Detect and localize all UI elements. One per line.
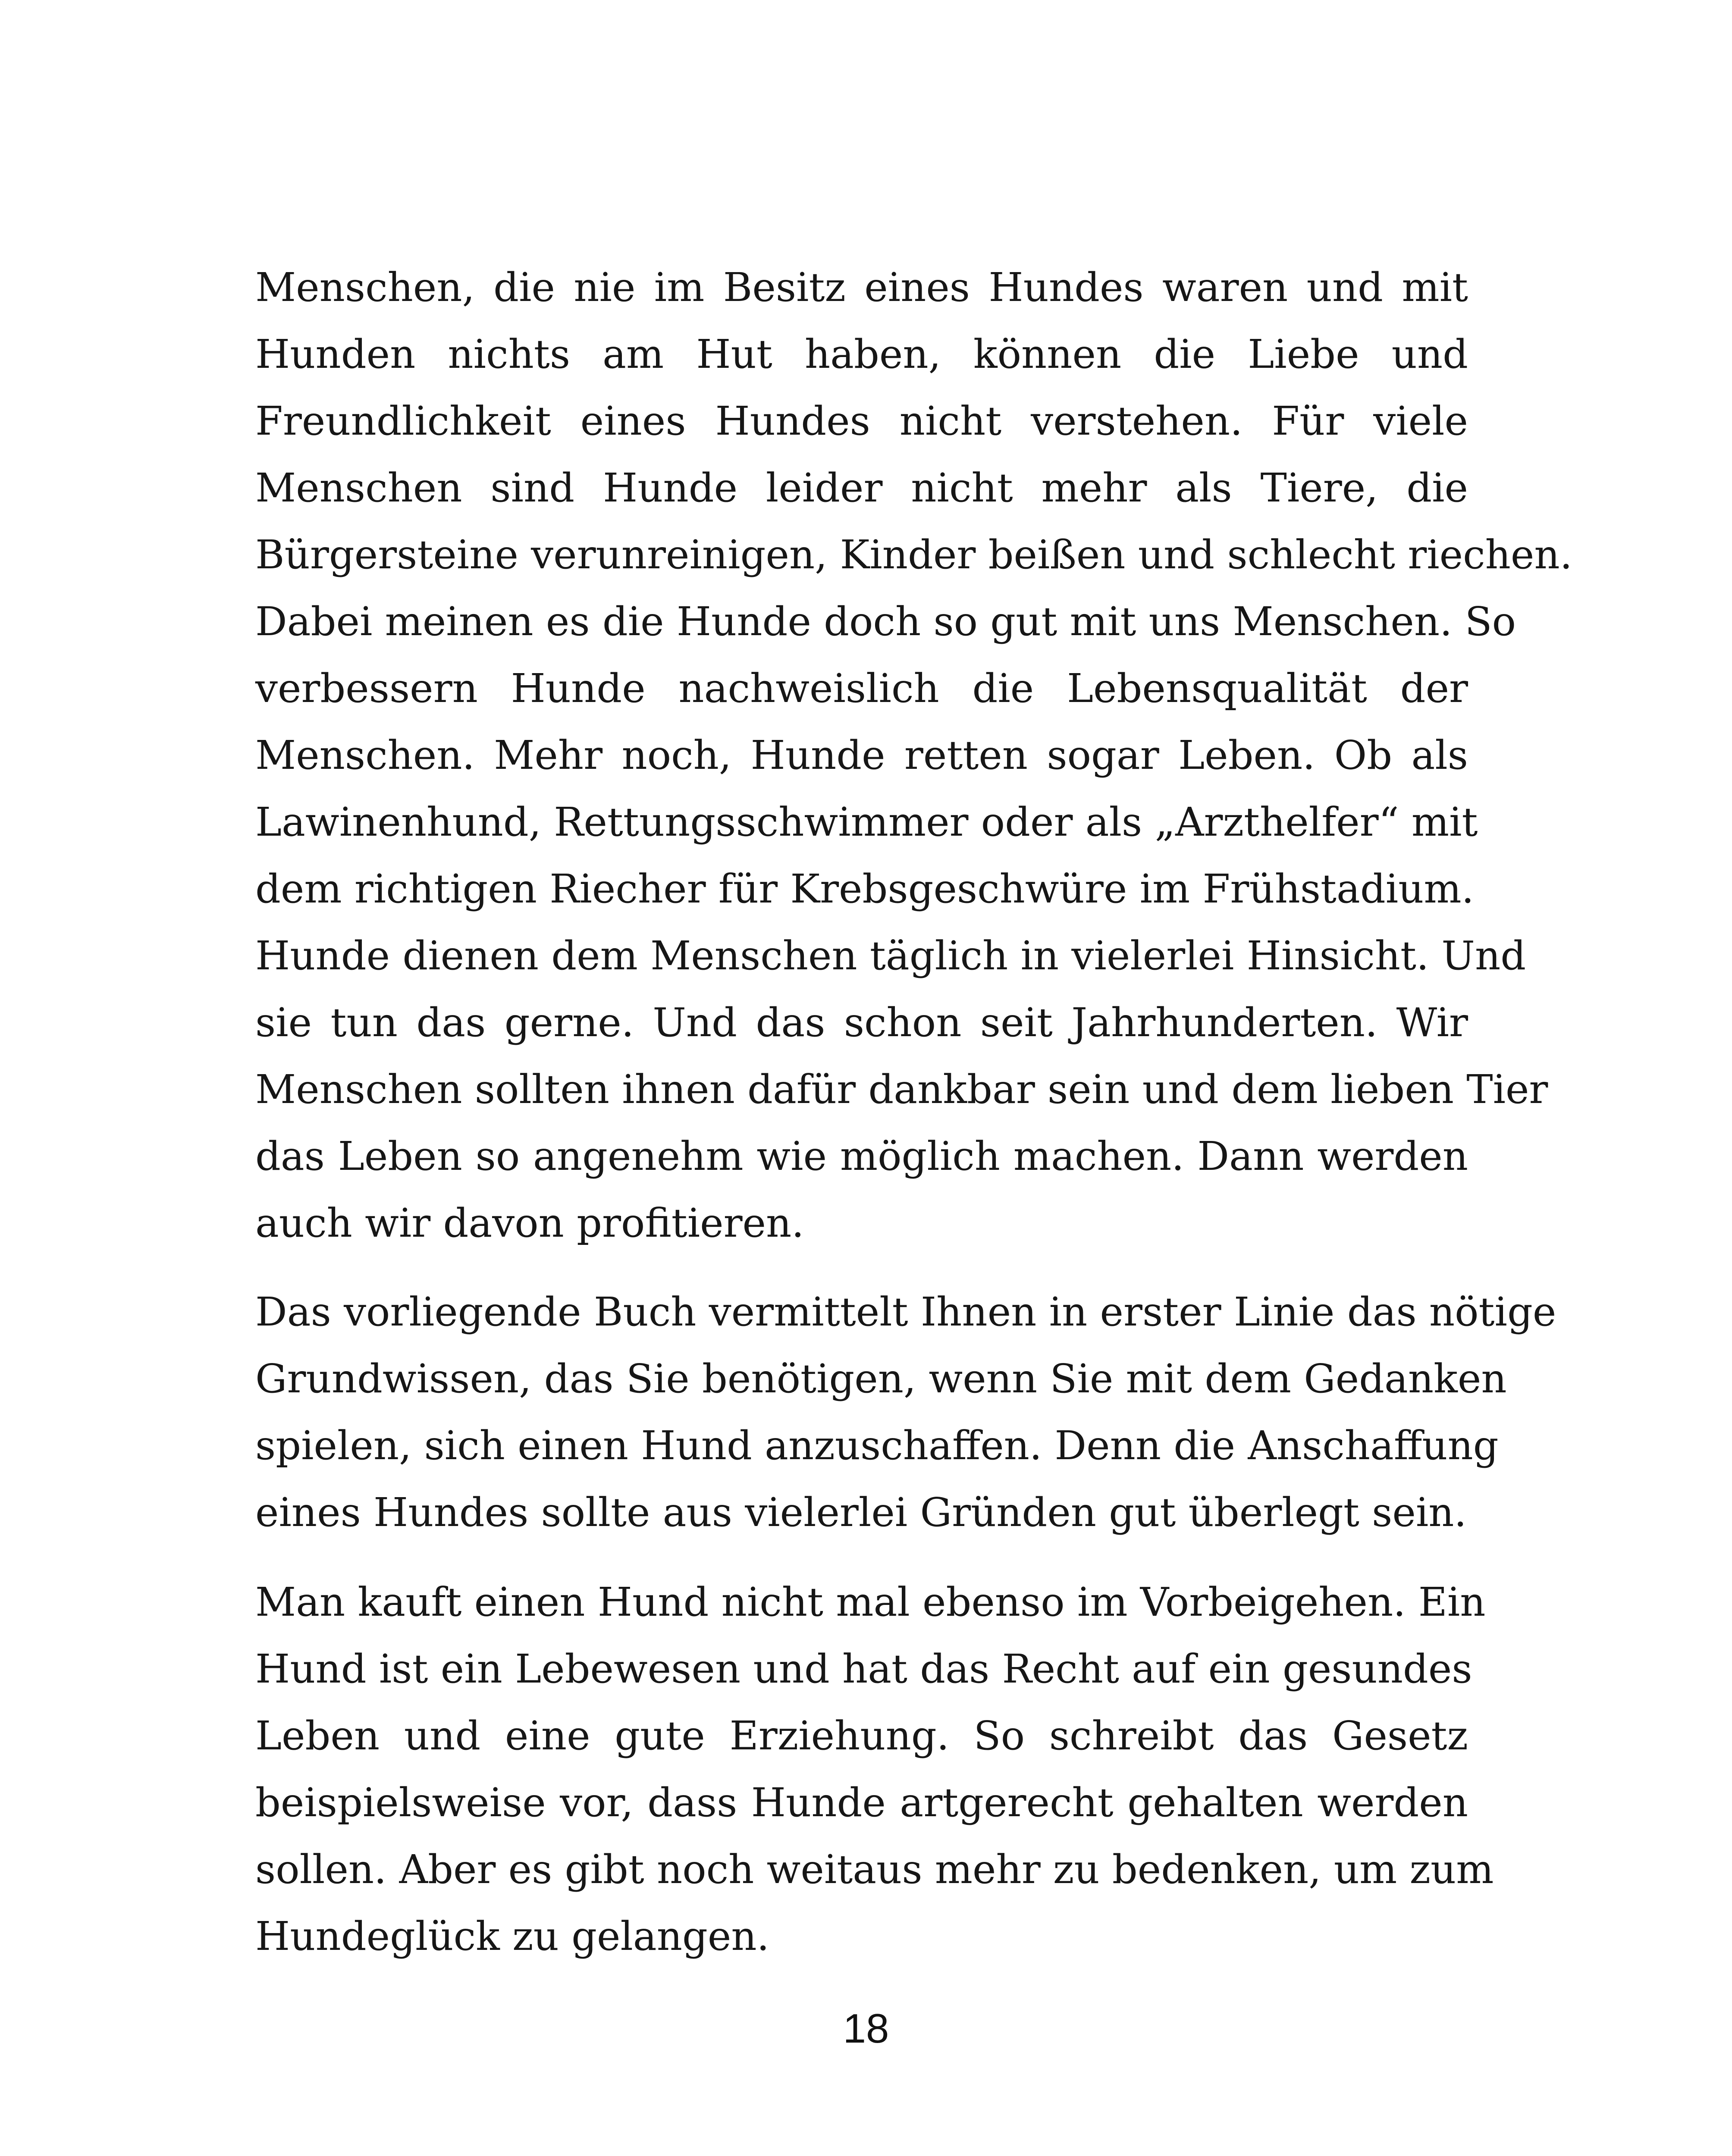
text-line: Hunde dienen dem Menschen täglich in vielerlei Hinsicht. Und — [255, 933, 1526, 979]
text-line: beispielsweise vor, dass Hunde artgerecht gehalten werden — [255, 1780, 1468, 1826]
text-line: Das vorliegende Buch vermittelt Ihnen in erster Linie das nötige — [255, 1289, 1556, 1335]
text-line: Leben und eine gute Erziehung. So schreibt das Gesetz — [255, 1713, 1468, 1759]
text-line: sie tun das gerne. Und das schon seit Jahrhunderten. Wir — [255, 1000, 1468, 1046]
text-line: sollen. Aber es gibt noch weitaus mehr zu bedenken, um zum — [255, 1846, 1494, 1893]
text-line: Menschen, die nie im Besitz eines Hundes waren und mit — [255, 264, 1468, 310]
text-line: dem richtigen Riecher für Krebsgeschwüre im Frühstadium. — [255, 866, 1474, 912]
text-line: auch wir davon profitieren. — [255, 1200, 804, 1246]
text-line: eines Hundes sollte aus vielerlei Gründen gut überlegt sein. — [255, 1489, 1467, 1536]
page-number: 18 — [843, 2006, 889, 2052]
text-line: spielen, sich einen Hund anzuschaffen. Denn die Anschaffung — [255, 1423, 1499, 1469]
text-line: Lawinenhund, Rettungsschwimmer oder als „Arzthelfer“ mit — [255, 799, 1478, 845]
text-line: Dabei meinen es die Hunde doch so gut mit uns Menschen. So — [255, 599, 1516, 645]
text-line: Menschen sind Hunde leider nicht mehr als Tiere, die — [255, 465, 1468, 511]
text-line: Hundeglück zu gelangen. — [255, 1913, 769, 1959]
text-line: verbessern Hunde nachweislich die Lebensqualität der — [255, 665, 1468, 711]
text-line: Hunden nichts am Hut haben, können die Liebe und — [255, 331, 1468, 377]
text-line: Bürgersteine verunreinigen, Kinder beißen und schlecht riechen. — [255, 532, 1572, 578]
text-line: Grundwissen, das Sie benötigen, wenn Sie mit dem Gedanken — [255, 1356, 1507, 1402]
text-line: Menschen. Mehr noch, Hunde retten sogar Leben. Ob als — [255, 732, 1468, 778]
text-line: Menschen sollten ihnen dafür dankbar sein und dem lieben Tier — [255, 1066, 1548, 1112]
text-line: das Leben so angenehm wie möglich machen. Dann werden — [255, 1133, 1468, 1179]
text-line: Freundlichkeit eines Hundes nicht verstehen. Für viele — [255, 398, 1468, 444]
text-line: Man kauft einen Hund nicht mal ebenso im Vorbeigehen. Ein — [255, 1579, 1486, 1625]
text-line: Hund ist ein Lebewesen und hat das Recht auf ein gesundes — [255, 1646, 1472, 1692]
